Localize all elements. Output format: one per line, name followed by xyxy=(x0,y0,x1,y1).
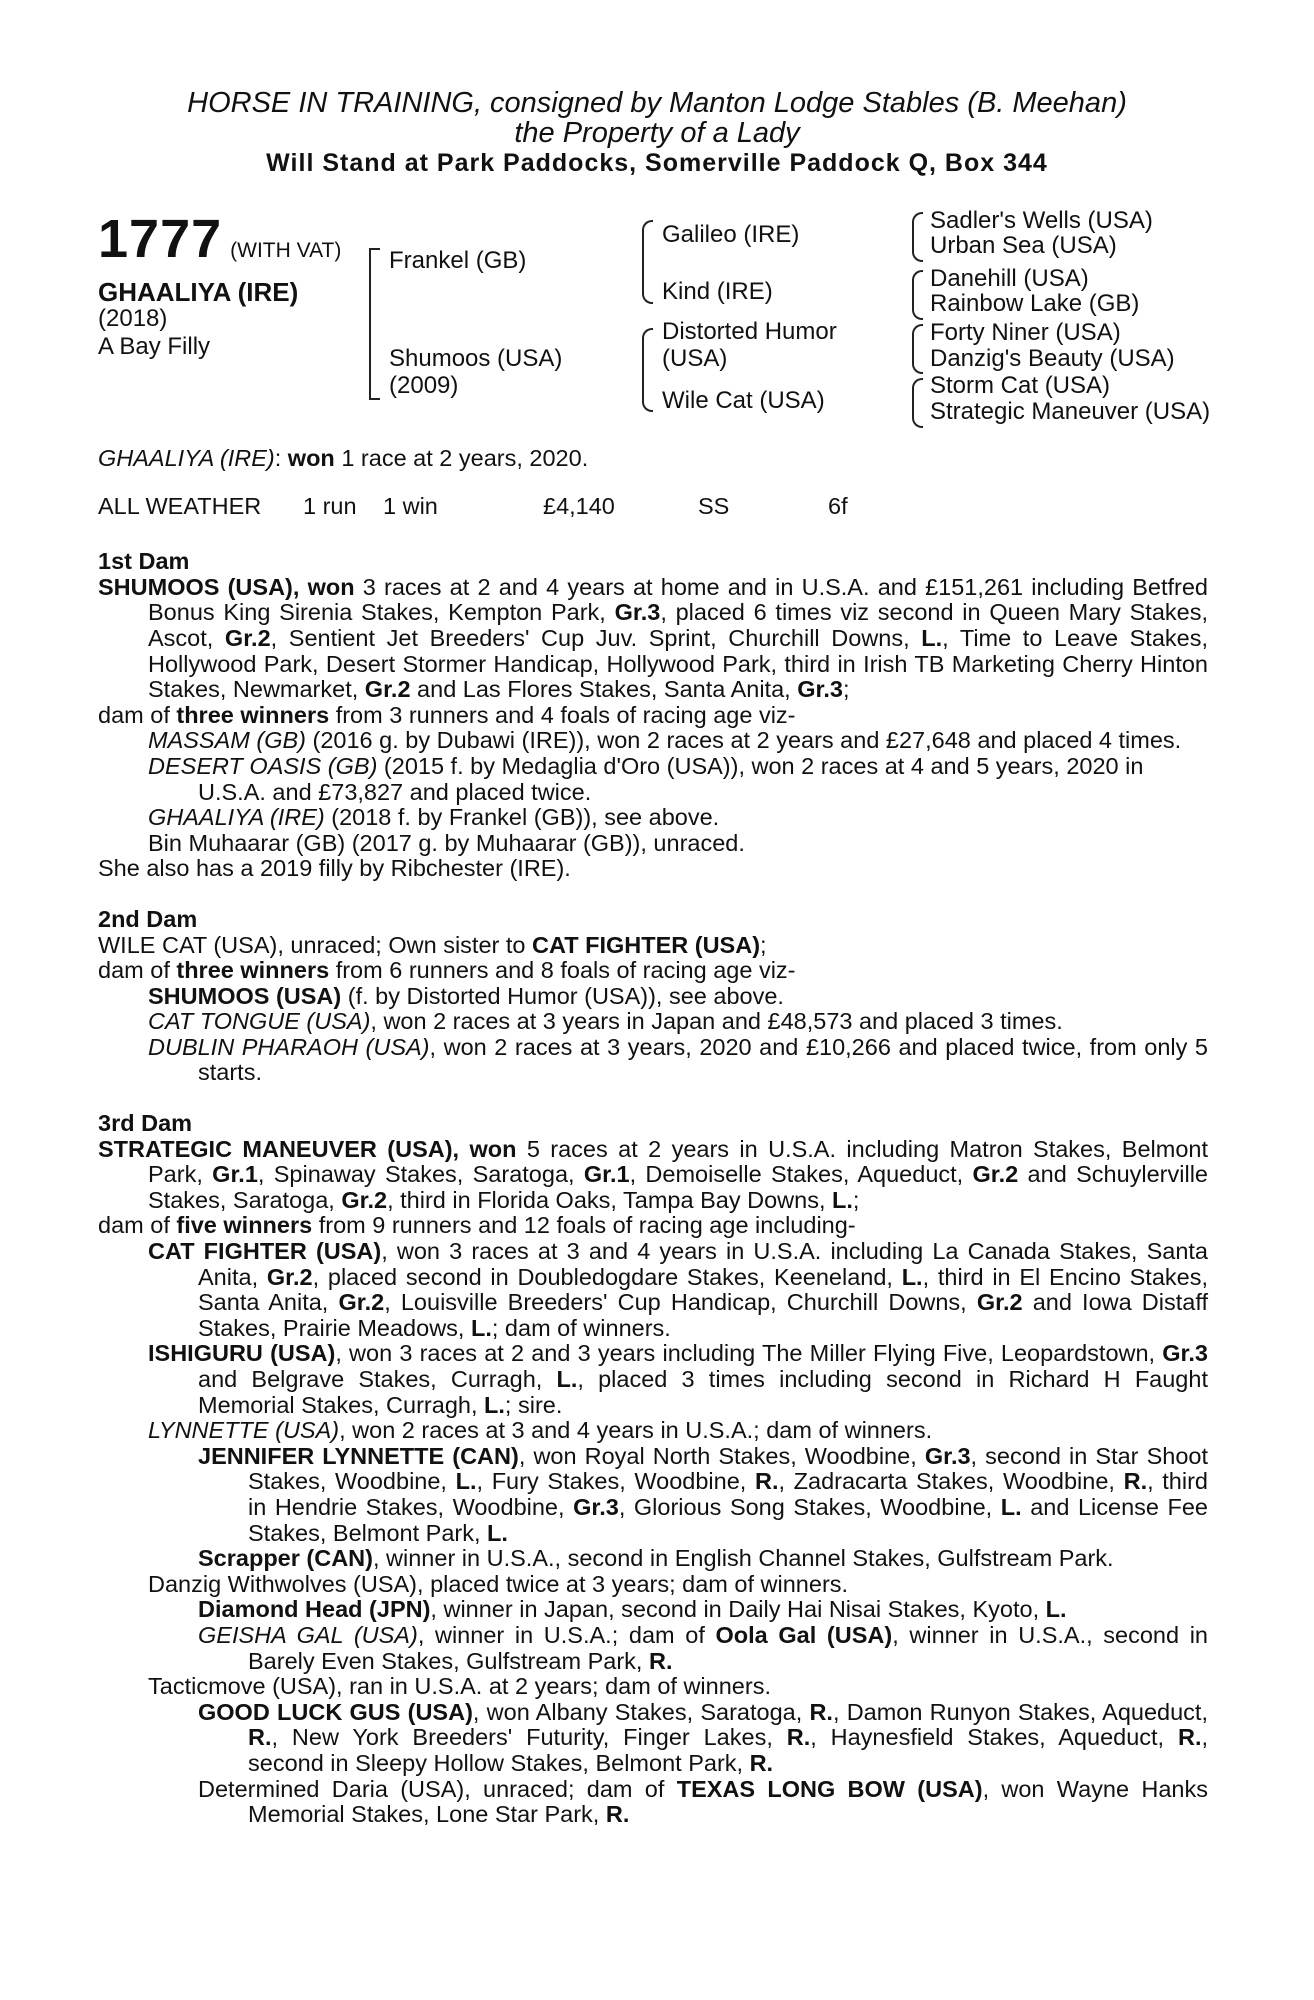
first-dam-produce: dam of three winners from 3 runners and 4 foals of racing age viz- xyxy=(98,701,796,728)
all-weather-record: ALL WEATHER 1 run 1 win £4,140 SS 6f xyxy=(98,492,848,519)
race-summary: GHAALIYA (IRE): won 1 race at 2 years, 2020. xyxy=(98,445,589,471)
pedigree-brace xyxy=(642,328,653,412)
dam-sire: Distorted Humor xyxy=(662,318,837,345)
progeny-bin-muhaarar: Bin Muhaarar (GB) (2017 g. by Muhaarar (GB)), unraced. xyxy=(148,829,745,856)
first-dam-heading: 1st Dam xyxy=(98,548,190,575)
property-line: the Property of a Lady xyxy=(514,117,800,149)
second-dam-produce: dam of three winners from 6 runners and 8 foals of racing age viz- xyxy=(98,957,796,984)
first-dam-note: She also has a 2019 filly by Ribchester (IRE). xyxy=(98,855,571,882)
progeny-good-luck-gus: GOOD LUCK GUS (USA), won Albany Stakes, Saratoga, R., Damon Runyon Stakes, Aqueduct, R., New York Breeders' Futurity, Finger Lakes, R., Haynesfield Stakes, Aqueduct, R., second in Sleepy Hollow Stakes, Belmont Park, R. xyxy=(198,1698,1208,1776)
progeny-cat-tongue: CAT TONGUE (USA), won 2 races at 3 years in Japan and £48,573 and placed 3 times. xyxy=(148,1008,1063,1035)
horse-name: GHAALIYA (IRE) xyxy=(98,277,299,307)
progeny-tacticmove: Tacticmove (USA), ran in U.S.A. at 2 years; dam of winners. xyxy=(148,1673,771,1700)
second-dam-record: WILE CAT (USA), unraced; Own sister to CAT FIGHTER (USA); xyxy=(98,931,767,958)
sire-dam: Kind (IRE) xyxy=(662,278,773,305)
progeny-ishiguru: ISHIGURU (USA), won 3 races at 2 and 3 years including The Miller Flying Five, Leopardstown, Gr.3 and Belgrave Stakes, Curragh, L., placed 3 times including second in Richard H Faught Memorial Stakes, Curragh, L.; sire. xyxy=(148,1340,1208,1418)
progeny-cat-fighter: CAT FIGHTER (USA), won 3 races at 3 and 4 years in U.S.A. including La Canada Stakes, Santa Anita, Gr.2, placed second in Doubledogdare Stakes, Keeneland, L., third in El Encino Stakes, Santa Anita, Gr.2, Louisville Breeders' Cup Handicap, Churchill Downs, Gr.2 and Iowa Distaff Stakes, Prairie Meadows, L.; dam of winners. xyxy=(148,1238,1209,1341)
grandsire-3: Forty Niner (USA) xyxy=(930,319,1121,346)
third-dam-record: STRATEGIC MANEUVER (USA), won 5 races at 2 years in U.S.A. including Matron Stakes, Belmont Park, Gr.1, Spinaway Stakes, Saratoga, Gr.1, Demoiselle Stakes, Aqueduct, Gr.2 and Schuylerville Stakes, Saratoga, Gr.2, third in Florida Oaks, Tampa Bay Downs, L.; xyxy=(98,1135,1208,1213)
pedigree-brace xyxy=(369,248,380,400)
progeny-massam: MASSAM (GB) (2016 g. by Dubawi (IRE)), won 2 races at 2 years and £27,648 and placed 4 times. xyxy=(148,727,1182,754)
granddam-4: Strategic Maneuver (USA) xyxy=(930,398,1211,425)
pedigree-brace xyxy=(912,324,923,374)
progeny-diamond-head: Diamond Head (JPN), winner in Japan, second in Daily Hai Nisai Stakes, Kyoto, L. xyxy=(198,1596,1067,1623)
progeny-jennifer-lynnette: JENNIFER LYNNETTE (CAN), won Royal North Stakes, Woodbine, Gr.3, second in Star Shoot Stakes, Woodbine, L., Fury Stakes, Woodbine, R., Zadracarta Stakes, Woodbine, R., third in Hendrie Stakes, Woodbine, Gr.3, Glorious Song Stakes, Woodbine, L. and License Fee Stakes, Belmont Park, L. xyxy=(198,1442,1209,1546)
granddam-1: Urban Sea (USA) xyxy=(930,232,1117,259)
sire-sire: Galileo (IRE) xyxy=(662,221,800,248)
first-dam-record: SHUMOOS (USA), won 3 races at 2 and 4 years at home and in U.S.A. and £151,261 including Betfred Bonus King Sirenia Stakes, Kempton Park, Gr.3, placed 6 times viz second in Queen Mary Stakes, Ascot, Gr.2, Sentient Jet Breeders' Cup Juv. Sprint, Churchill Downs, L., Time to Leave Stakes, Hollywood Park, Desert Stormer Handicap, Hollywood Park, third in Irish TB Marketing Cherry Hinton Stakes, Newmarket, Gr.2 and Las Flores Stakes, Santa Anita, Gr.3; xyxy=(98,573,1209,703)
dam-sire-country: (USA) xyxy=(662,345,728,372)
progeny-shumoos: SHUMOOS (USA) (f. by Distorted Humor (USA)), see above. xyxy=(148,982,784,1009)
dam: Shumoos (USA) xyxy=(389,345,563,372)
granddam-2: Rainbow Lake (GB) xyxy=(930,290,1140,317)
progeny-geisha-gal: GEISHA GAL (USA), winner in U.S.A.; dam of Oola Gal (USA), winner in U.S.A., second in Barely Even Stakes, Gulfstream Park, R. xyxy=(198,1621,1209,1674)
pedigree-brace xyxy=(912,270,923,320)
dam-year: (2009) xyxy=(389,372,459,399)
pedigree-notes xyxy=(98,446,1208,1828)
lot-number: 1777 xyxy=(98,209,223,269)
grandsire-2: Danehill (USA) xyxy=(930,265,1089,292)
sire: Frankel (GB) xyxy=(389,247,527,274)
second-dam-heading: 2nd Dam xyxy=(98,905,198,932)
progeny-ghaaliya: GHAALIYA (IRE) (2018 f. by Frankel (GB)), see above. xyxy=(148,804,720,831)
progeny-desert-oasis: DESERT OASIS (GB) (2015 f. by Medaglia d'Oro (USA)), won 2 races at 4 and 5 years, 2020 in U.S.A. and £73,827 and placed twice. xyxy=(148,752,1144,805)
pedigree-brace xyxy=(642,220,653,304)
horse-year: (2018) xyxy=(98,305,168,332)
consignor-line: HORSE IN TRAINING, consigned by Manton Lodge Stables (B. Meehan) xyxy=(187,87,1127,119)
third-dam-produce: dam of five winners from 9 runners and 12 foals of racing age including- xyxy=(98,1212,856,1239)
progeny-scrapper: Scrapper (CAN), winner in U.S.A., second in English Channel Stakes, Gulfstream Park. xyxy=(198,1545,1114,1572)
lot-heading xyxy=(98,208,341,270)
vat-note: (WITH VAT) xyxy=(230,239,342,262)
pedigree-brace xyxy=(912,378,923,428)
grandsire-4: Storm Cat (USA) xyxy=(930,372,1111,399)
progeny-determined-daria: Determined Daria (USA), unraced; dam of TEXAS LONG BOW (USA), won Wayne Hanks Memorial Stakes, Lone Star Park, R. xyxy=(198,1775,1208,1828)
horse-description: A Bay Filly xyxy=(98,333,211,360)
third-dam-heading: 3rd Dam xyxy=(98,1110,193,1137)
progeny-dublin-pharaoh: DUBLIN PHARAOH (USA), won 2 races at 3 years, 2020 and £10,266 and placed twice, from only 5 starts. xyxy=(148,1033,1208,1086)
granddam-3: Danzig's Beauty (USA) xyxy=(930,345,1175,372)
progeny-lynnette: LYNNETTE (USA), won 2 races at 3 and 4 years in U.S.A.; dam of winners. xyxy=(148,1417,933,1444)
stand-location-line: Will Stand at Park Paddocks, Somerville Paddock Q, Box 344 xyxy=(266,149,1048,177)
dam-dam: Wile Cat (USA) xyxy=(662,387,825,414)
pedigree-brace xyxy=(912,212,923,262)
progeny-danzig-withwolves: Danzig Withwolves (USA), placed twice at 3 years; dam of winners. xyxy=(148,1570,849,1597)
grandsire-1: Sadler's Wells (USA) xyxy=(930,207,1153,234)
